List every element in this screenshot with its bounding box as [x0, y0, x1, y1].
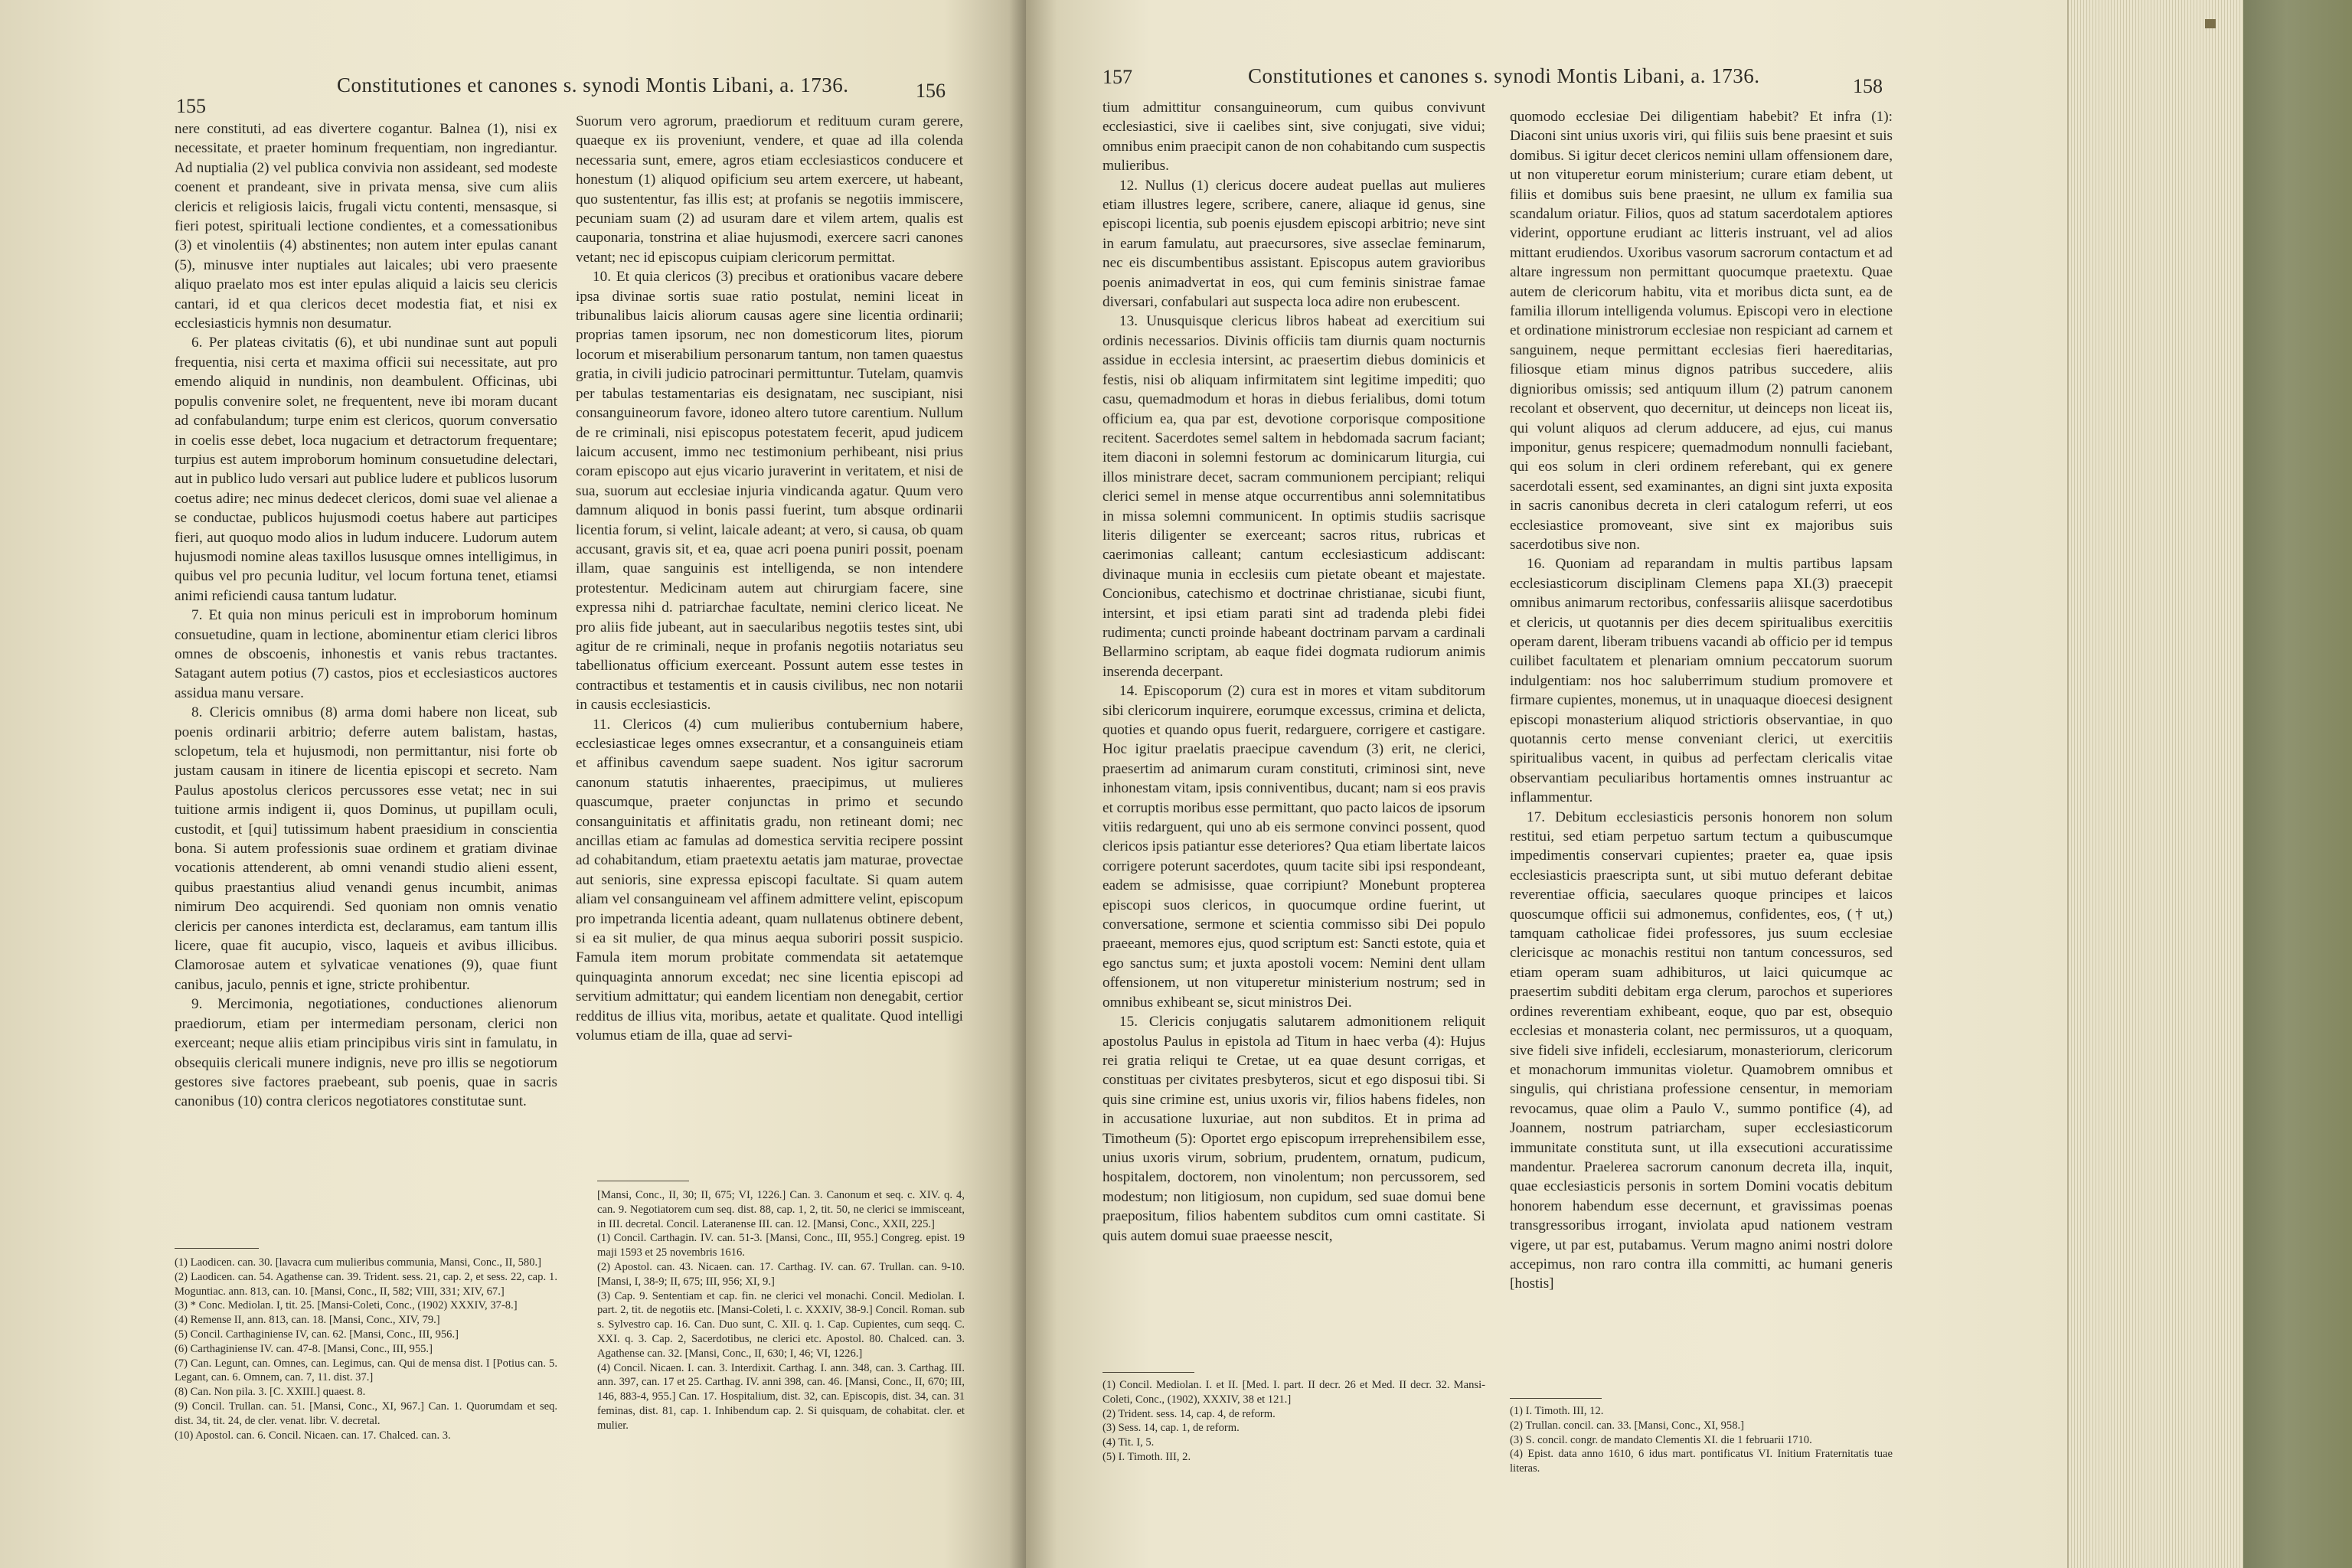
- footnote: (5) I. Timoth. III, 2.: [1102, 1450, 1191, 1463]
- footnote: (8) Can. Non pila. 3. [C. XXIII.] quaest. 8.: [175, 1386, 366, 1399]
- footnote: (7) Can. Legunt, can. Omnes, can. Legimus, can. Qui de mensa dist. I [Potius can. 5. Legant, can. 6. Omnem, can. 7, 11. dist. 37.]: [175, 1357, 557, 1384]
- page-number-156: 156: [916, 80, 946, 102]
- page-block-edges: [2067, 0, 2245, 1568]
- footnote: (3) * Conc. Mediolan. I, tit. 25. [Mansi-Coleti, Conc., (1902) XXXIV, 37-8.]: [175, 1299, 518, 1312]
- paragraph: 12. Nullus (1) clericus docere audeat puellas aut mulieres etiam illustres legere, scribere, canere, aliaque id genus, sine episcopi licentia, sub poenis ejusdem episcopi arbitrio; neve sint in earum famulatu, aut praecursores, sive asseclae feminarum, nec eis discumbentibus assistant. Episcopus autem gravioribus poenis animadvertat in eos, qui cum feminis sinistrae famae diversari, confabulari aut suspecta loca adire non erubescent.: [1102, 177, 1485, 311]
- footnote: (2) Apostol. can. 43. Nicaen. can. 17. Carthag. IV. can. 67. Trullan. can. 9-10. [Mansi, I, 38-9; II, 675; III, 956; XI, 9.]: [597, 1260, 965, 1288]
- paragraph: 14. Episcoporum (2) cura est in mores et vitam subditorum sibi clericorum inquirere, eorumque excessus, crimina et delicta, quoties et quando opus fuerit, redarguere, corrigere et castigare. Hoc igitur praelatis praecipue cavendum (3) erit, ne clerici, praesertim ad animarum curam constituti, criminosi sint, neve inhonestam vitam, ipsis conniventibus, ducant; nam si eos pravis et corruptis moribus esse permittant, quo pacto laicos de ipsorum vitiis redarguent, qui uno ab eis sermone convinci possent, quod clericos ipsis patiantur esse deteriores? Qua etiam libertate laicos corrigere poterunt sacerdotes, quum tacite sibi ipsi respondeant, eadem se admisisse, quae corripiunt? Monebunt propterea episcopi suos clericos, in quocumque ordine fuerint, ut conversatione, sermone et scientia commisso sibi Dei populo praeeant, memores ejus, quod scriptum est: Sancti estote, quia et ego sanctus sum; et juxta apostoli vocem: Nemini dent ullam offensionem, ut non vituperetur ministerium nostrum; sed in omnibus exhibeant se, sicut ministros Dei.: [1102, 683, 1485, 1011]
- left-col2-footnotes: [597, 1188, 965, 1433]
- right-col2-body: [1510, 107, 1893, 1294]
- footnote: (5) Concil. Carthaginiense IV, can. 62. [Mansi, Conc., III, 956.]: [175, 1328, 459, 1341]
- left-page: [0, 0, 1026, 1568]
- right-col1-body: [1102, 98, 1485, 1246]
- paragraph: 13. Unusquisque clericus libros habeat ad exercitium sui ordinis necessarios. Divinis officiis tam diurnis quam nocturnis assidue in ecclesia intersint, ac praesertim diebus dominicis et festis, nisi ob aliquam infirmitatem sint legitime impediti; quo casu, quemadmodum et horas in diebus ferialibus, domi totum officium ea, qua par est, devotione corporisque compositione recitent. Sacerdotes semel saltem in hebdomada sacrum faciant; item diaconi in solemni festorum ac dominicarum liturgia, cui illos ministrare decet, sacram communionem percipiant; reliqui clerici semel in mense atque occurrentibus anni solemnitatibus in missa solemni communicent. In optimis studiis sacrisque literis diligenter se exerceant; sacros ritus, rubricas et caerimonias calleant; cantum ecclesiasticum addiscant: divinaque munia in ecclesiis cum pietate obeant et majestate. Concionibus, catechismo et doctrinae christianae, sicubi fiunt, intersint, et ipsi etiam parati sint ad tradenda plebi fidei rudimenta; cuncti proinde habeant doctrinam parvam a cardinali Bellarmino scriptam, ab eaque fidei dogmata rudiorum animis inserenda decerpant.: [1102, 313, 1485, 680]
- page-number-158: 158: [1853, 75, 1883, 97]
- footnote: [Mansi, Conc., II, 30; II, 675; VI, 1226.] Can. 3. Canonum et seq. c. XIV. q. 4, can. 9. Negotiatorem cum seq. dist. 88, cap. 1, 2, tit. 50, ne clerici se immisceant, in III. decretal. Concil. Lateranense III. can. 12. [Mansi, Conc., XXII, 225.]: [597, 1189, 965, 1230]
- paragraph: quomodo ecclesiae Dei diligentiam habebit? Et infra (1): Diaconi sint unius uxoris viri, qui filiis suis bene praesint et suis domibus. Si igitur decet clericos nemini ullam offensionem dare, ut non vituperetur eorum ministerium; curare etiam debent, ut filiis et domibus suis bene praesint, ne ullum ex familia sua scandalum oriatur. Filios, quos ad statum sacerdotalem aptiores viderint, opportune erudiant ac litteris instruant, vel ad alios mittant erudiendos. Uxoribus vasorum sacrorum contactum et ad altare ingressum non permittant quocumque praetextu. Quae autem de clericorum habitu, vita et moribus dicta sunt, ea de familia illorum intelligenda volumus. Episcopi vero in electione et ordinatione ministrorum ecclesiae non respiciant ad carnem et sanguinem, neque permittant ecclesias fieri haereditarias, filiosque etiam minus dignos patribus succedere, aliis dignioribus omissis; sed antiquum illum (2) patrum canonem recolant et observent, quo decernitur, ut deinceps non liceat iis, qui volunt aliquos ad clerum adducere, ad ejus, cui manus imponitur, genus respicere; quemadmodum nonnulli faciebant, qui eos solum in cleri ordinem referebant, qui ex genere sacerdotali essent, sed examinantes, an digni sint juxta exposita in sacris canonibus decreta in cleri catalogum referri, ut eos ecclesiastice promoveant, sive sint ex majoribus suis sacerdotibus sive non.: [1510, 109, 1893, 553]
- footnote: (6) Carthaginiense IV. can. 47-8. [Mansi, Conc., III, 955.]: [175, 1342, 433, 1355]
- footnote-rule: [1102, 1372, 1194, 1373]
- paragraph: 8. Clericis omnibus (8) arma domi habere non liceat, sub poenis ordinarii arbitrio; deferre autem balistam, hastas, sclopetum, tela et hujusmodi, non permittantur, nisi forte ob justam causam in itinere de licentia episcopi et secreto. Nam Paulus apostolus clericos percussores esse vetat; nec in sui tuitione armis indigent ii, quos Dominus, ut pupillam oculi, custodit, et [qui] tutissimum habent praesidium in conscientia bona. Si autem professionis suae ordinem et gratiam divinae vocationis attenderent, ab omni venandi studio alieni essent, quibus praestantius aliud venandi genus incumbit, animas nimirum Deo acquirendi. Sed quoniam non omnis venatio clericis per canones interdicta est, declaramus, eam tantum illis licere, quae fit aucupio, visco, laqueis et avibus illicibus. Clamorosae autem et sylvaticae venationes (9), quae fiunt canibus, jaculo, pennis et igne, stricte prohibentur.: [175, 704, 557, 993]
- footnote-rule: [175, 1248, 259, 1249]
- paragraph: 7. Et quia non minus periculi est in improborum hominum consuetudine, quam in lectione, abominentur etiam clerici libros omnes de obscoenis, inhonestis et vanis rebus tractantes. Satagant autem potius (7) castos, pios et ecclesiasticos auctores assidua manu versare.: [175, 607, 557, 701]
- left-col1-footnotes: [175, 1256, 557, 1442]
- left-col1-body: [175, 119, 557, 1112]
- paragraph: 15. Clericis conjugatis salutarem admonitionem reliquit apostolus Paulus in epistola ad Titum in haec verba (4): Hujus rei gratia reliqui te Cretae, ut ea quae desunt corrigas, et constituas per civitates presbyteros, sicut et ego disposui tibi. Si quis sine crimine est, unius uxoris vir, filios habens fideles, non in accusatione luxuriae, aut non subditos. Et in prima ad Timotheum (5): Oportet ergo episcopum irreprehensibilem esse, unius uxoris virum, sobrium, prudentem, ornatum, pudicum, hospitalem, doctorem, non vinolentum; non percussorem, sed modestum; non litigiosum, non cupidum, sed suae domui bene praepositum, filios habentem subditos cum omni castitate. Si quis autem domui suae praeesse nescit,: [1102, 1014, 1485, 1244]
- footnote: (1) Laodicen. can. 30. [lavacra cum mulieribus communia, Mansi, Conc., II, 580.]: [175, 1256, 542, 1269]
- paragraph: 6. Per plateas civitatis (6), et ubi nundinae sunt aut populi frequentia, nisi certa et maxima officii sui necessitate, aut pro emendo aliquid in nundinis, non deambulent. Officinas, ubi populis convenire solet, ne frequentent, neve ibi moram ducant ad confabulandum; turpe enim est clericos, quorum conversatio in coelis esse debet, loca nugacium et detractorum frequentare; turpius est autem improborum hominum consuetudine delectari, aut in publico ludo versari aut publice ludere et publicos lusorum coetus adire; nec minus dedecet clericos, domi suae vel alienae a se conductae, publicos hujusmodi coetus habere aut participes fieri, aut quoquo modo alios in ludum inducere. Ludorum autem hujusmodi nomine aleas taxillos lususque omnes intelligimus, in quibus vel pro pecunia luditur, vel locum fortuna tenet, etiamsi animi reficiendi causa tantum ludatur.: [175, 335, 557, 604]
- footnote: (3) Sess. 14, cap. 1, de reform.: [1102, 1422, 1240, 1435]
- right-running-header: Constitutiones et canones s. synodi Montis Libani, a. 1736.: [1248, 64, 1760, 87]
- paragraph: nere constituti, ad eas divertere cogantur. Balnea (1), nisi ex necessitate, et praeter hominum frequentiam, non ingrediantur. Ad nuptialia (2) vel publica convivia non assideant, sed modeste coenent et prandeant, sive in privata mensa, sive cum aliis clericis et religiosis laicis, frugali victu contenti, mensasque, si fieri potest, spirituali lectione condientes, et a comessationibus (3) et vinolentiis (4) abstinentes; non autem inter epulas canant (5), minusve inter nuptiales aut laicales; ubi vero praesente aliquo praelato mos est inter epulas aliquid a laicis seu clericis cantari, id et qua clericos decet modestia fiat, et nisi ex ecclesiasticis hymnis non desumatur.: [175, 121, 557, 332]
- footnote: (3) S. concil. congr. de mandato Clementis XI. die 1 februarii 1710.: [1510, 1433, 1812, 1446]
- right-page: [1026, 0, 2067, 1568]
- footnote: (2) Trident. sess. 14, cap. 4, de reform.: [1102, 1407, 1276, 1420]
- book-cover-edge: [2243, 0, 2352, 1568]
- footnote: (4) Remense II, ann. 813, can. 18. [Mansi, Conc., XIV, 79.]: [175, 1314, 440, 1327]
- page-edge-mark: [2205, 19, 2216, 28]
- footnote: (2) Laodicen. can. 54. Agathense can. 39. Trident. sess. 21, cap. 2, et sess. 22, cap. 1. Moguntiac. ann. 813, can. 10. [Mansi, Conc., II, 582; VIII, 331; XIV, 67.]: [175, 1270, 557, 1298]
- page-number-155: 155: [176, 95, 206, 117]
- right-col2-footnotes: [1510, 1404, 1893, 1476]
- footnote: (4) Concil. Nicaen. I. can. 3. Interdixit. Carthag. I. ann. 348, can. 3. Carthag. III. ann. 397, can. 17 et 25. Carthag. IV. anni 398, can. 46. [Mansi, Conc., II, 670; III, 146, 883-4, 955.] Can. 17. Hospitalium, dist. 32, can. Episcopis, dist. 34, can. 31 feminas, dist. 81, cap. 1. Inhibendum cap. 2. Si quisquam, de cohabitat. cler. et mulier.: [597, 1361, 965, 1432]
- footnote: (4) Tit. I, 5.: [1102, 1436, 1155, 1449]
- footnote: (3) Cap. 9. Sententiam et cap. fin. ne clerici vel monachi. Concil. Mediolan. I. part. 2, tit. de negotiis etc. [Mansi-Coleti, l. c. XXXIV, 38-9.] Concil. Roman. sub s. Sylvestro cap. 16. Can. Duo sunt, C. XII. q. 1. Cap. Cupientes, cum seqq. C. XXI. q. 3. Cap. 2, Sacerdotibus, ne clerici etc. Apostol. 80. Chalced. can. 3. Agathense can. 32. [Mansi, Conc., II, 630; I, 46; VI, 1226.]: [597, 1289, 965, 1360]
- paragraph: 10. Et quia clericos (3) precibus et orationibus vacare debere ipsa divinae sortis suae ratio postulat, nemini liceat in tribunalibus laicis aliorum causas agere sine licentia ordinarii; proprias tamen ipsorum, nec non domesticorum lites, piorum locorum et miserabilium personarum tantum, non tamen quaestus gratia, in civili judicio patrocinari permittuntur. Tutelam, quamvis per tabulas testamentarias eis designatam, nec suscipiant, nisi consanguineorum favore, idoneo altero tutore carentium. Nullum de re criminali, nisi episcopus potestatem fecerit, apud judicem laicum accusent, immo nec testimonium perhibeant, nisi prius coram episcopo aut ejus vicario juraverint in veritatem, et nisi de sua, suorum aut ecclesiae injuria vindicanda agatur. Quum vero damnum aliquod in bonis passi fuerint, tum absque ordinarii licentia forum, si velint, laicale adeant; at vero, si causa, ob quam accusant, gravis sit, et ea, quae acri poena puniri possit, poenam illam, quae sanguinis est intelligenda, se non intendere protestentur. Medicinam autem aut chirurgiam facere, sine expressa nihi d. patriarchae facultate, nemini clerico liceat. Ne pro aliis fide jubeant, aut in saecularibus negotiis testes sint, ubi agitur de re criminali, neque in profanis negotiis notariatus seu tabellionatus officium exerceant. Possunt autem esse testes in contractibus et testamentis et in causis civilibus, nec non notarii in causis ecclesiasticis.: [576, 269, 963, 714]
- footnote-rule: [1510, 1398, 1602, 1399]
- paragraph: tium admittitur consanguineorum, cum quibus convivunt ecclesiastici, sive ii caelibes sint, sive conjugati, sive vidui; omnibus enim praecipit canon de non cohabitando cum suspectis mulieribus.: [1102, 100, 1485, 175]
- footnote: (1) I. Timoth. III, 12.: [1510, 1405, 1604, 1417]
- footnote: (4) Epist. data anno 1610, 6 idus mart. pontificatus VI. Initium Fraternitatis tuae literas.: [1510, 1448, 1893, 1475]
- footnote: (9) Concil. Trullan. can. 51. [Mansi, Conc., XI, 967.] Can. 1. Quorumdam et seq. dist. 34, tit. 24, de cler. venat. libr. V. decretal.: [175, 1400, 557, 1427]
- footnote: (2) Trullan. concil. can. 33. [Mansi, Conc., XI, 958.]: [1510, 1419, 1745, 1432]
- paragraph: 11. Clericos (4) cum mulieribus contubernium habere, ecclesiasticae leges omnes exsecrantur, et a consanguineis etiam et affinibus cavendum saepe suadent. Nos igitur sacrorum canonum statutis inhaerentes, praecipimus, ut mulieres quascumque, praeter conjunctas in primo et secundo consanguinitatis et affinitatis gradu, non retineant domi; nec ancillas etiam ac famulas ad domestica servitia recipere possint ad cohabitandum, etiam praetextu aetatis jam maturae, provectae aut senioris, sine expressa episcopi facultate. Si quam autem aliam vel consanguineam vel affinem admittere velint, episcopum pro impetranda licentia adeant, quam nullatenus obtinere debent, si ea sit mulier, de qua minus aequa suboriri possit suspicio. Famula item morum probitate commendata sit aetatemque quinquaginta annorum excedat; nec sine licentia episcopi ad servitium admittatur; qui eandem licentiam non denegabit, certior redditus de illius vita, moribus, aetate et qualitate. Quod intelligi volumus etiam de illa, quae ad servi-: [576, 716, 963, 1044]
- paragraph: Suorum vero agrorum, praediorum et redituum curam gerere, quaeque ex iis proveniunt, vendere, et quae ad illa colenda necessaria sunt, emere, agros etiam ecclesiasticos conducere et honestum (1) aliquod opificium seu artem exercere, ut habeant, quo sustententur, fas illis est; at profanis se negotiis immiscere, pecuniam suam (2) ad usuram dare et vilem artem, qualis est cauponaria, tonstrina et aliae hujusmodi, exercere sacri canones vetant; nec id episcopus cuipiam clericorum permittat.: [576, 113, 963, 266]
- page-number-157: 157: [1102, 66, 1132, 88]
- right-col1-footnotes: [1102, 1378, 1485, 1465]
- paragraph: 9. Mercimonia, negotiationes, conductiones alienorum praediorum, etiam per intermediam personam, clerici non exerceant; neque aliis etiam principibus viris sint in famulatu, in obsequiis clericali munere indignis, neve pro illis se negotiorum gestores sive factores praebeant, sub poenis, quae in sacris canonibus (10) contra clericos negotiatores constitutae sunt.: [175, 996, 557, 1110]
- footnote: (10) Apostol. can. 6. Concil. Nicaen. can. 17. Chalced. can. 3.: [175, 1429, 451, 1442]
- paragraph: 17. Debitum ecclesiasticis personis honorem non solum restitui, sed etiam perpetuo sartum tectum a quibuscumque impedimentis conservari cupientes; praeter ea, quae ipsis ecclesiasticis praescripta sunt, ut sibi mutuo deferant debitae reverentiae officia, saeculares quoque principes et laicos quoscumque officii sui admonemus, confidentes, eos, († ut,) tamquam catholicae fidei professores, jus suum ecclesiae clericisque ac monachis restitui non tantum concessuros, sed etiam operam suam adhibituros, ut laici quicumque ac praesertim subditi debitam erga clerum, parochos et superiores ordines reverentiam exhibeant, eoque, quo par est, obsequio ecclesias et monasteria colant, nec permissuros, ut a quoquam, sive fideli sive infideli, ecclesiarum, monasteriorum, clericorum et monachorum immunitas violetur. Quamobrem omnibus et singulis, qui christiana professione censentur, in memoriam revocamus, quae olim a Paulo V., summo pontifice (4), ad Joannem, nostrum patriarcham, super ecclesiasticorum immunitate constituta sunt, ut illa exsecutioni accuratissime mandentur. Praelerea sacrorum canonum decreta illa, inquit, quae ecclesiasticis personis in sortem Domini vocatis debitum honorem habendum esse decernunt, et gravissimas poenas transgressoribus irrogant, inviolata apud nationem vestram vigere, ut par est, putabamus. Verum magno animi nostri dolore accepimus, non raro contra illa committi, ac humani generis [hostis]: [1510, 808, 1893, 1292]
- left-col2-body: [576, 112, 963, 1046]
- footnote: (1) Concil. Carthagin. IV. can. 51-3. [Mansi, Conc., III, 955.] Congreg. epist. 19 maji 1593 et 25 novembris 1616.: [597, 1232, 965, 1259]
- footnote: (1) Concil. Mediolan. I. et II. [Med. I. part. II decr. 26 et Med. II decr. 32. Mansi-Coleti, Conc., (1902), XXXIV, 38 et 121.]: [1102, 1379, 1485, 1406]
- left-running-header: Constitutiones et canones s. synodi Montis Libani, a. 1736.: [337, 74, 849, 96]
- paragraph: 16. Quoniam ad reparandam in multis partibus lapsam ecclesiasticorum disciplinam Clemens papa XI.(3) praecepit omnibus animarum rectoribus, confessariis aliisque sacerdotibus et clericis, ut quotannis per dies decem spiritualibus exercitiis operam darent, liberam tribuens vacandi ab officio per id tempus cuilibet facultatem et plenariam omnium peccatorum suorum indulgentiam: nos hoc saluberrimum studium promovere et firmare cupientes, monemus, ut in unaquaque dioecesi designent episcopi monasterium aliquod strictioris observantiae, in quo quotannis certo mense conveniant clerici, ut exercitiis spiritualibus vacent, in quibus ad perfectam clericalis vitae observantiam peculiaribus hortamentis omnes instruantur ac inflammentur.: [1510, 556, 1893, 806]
